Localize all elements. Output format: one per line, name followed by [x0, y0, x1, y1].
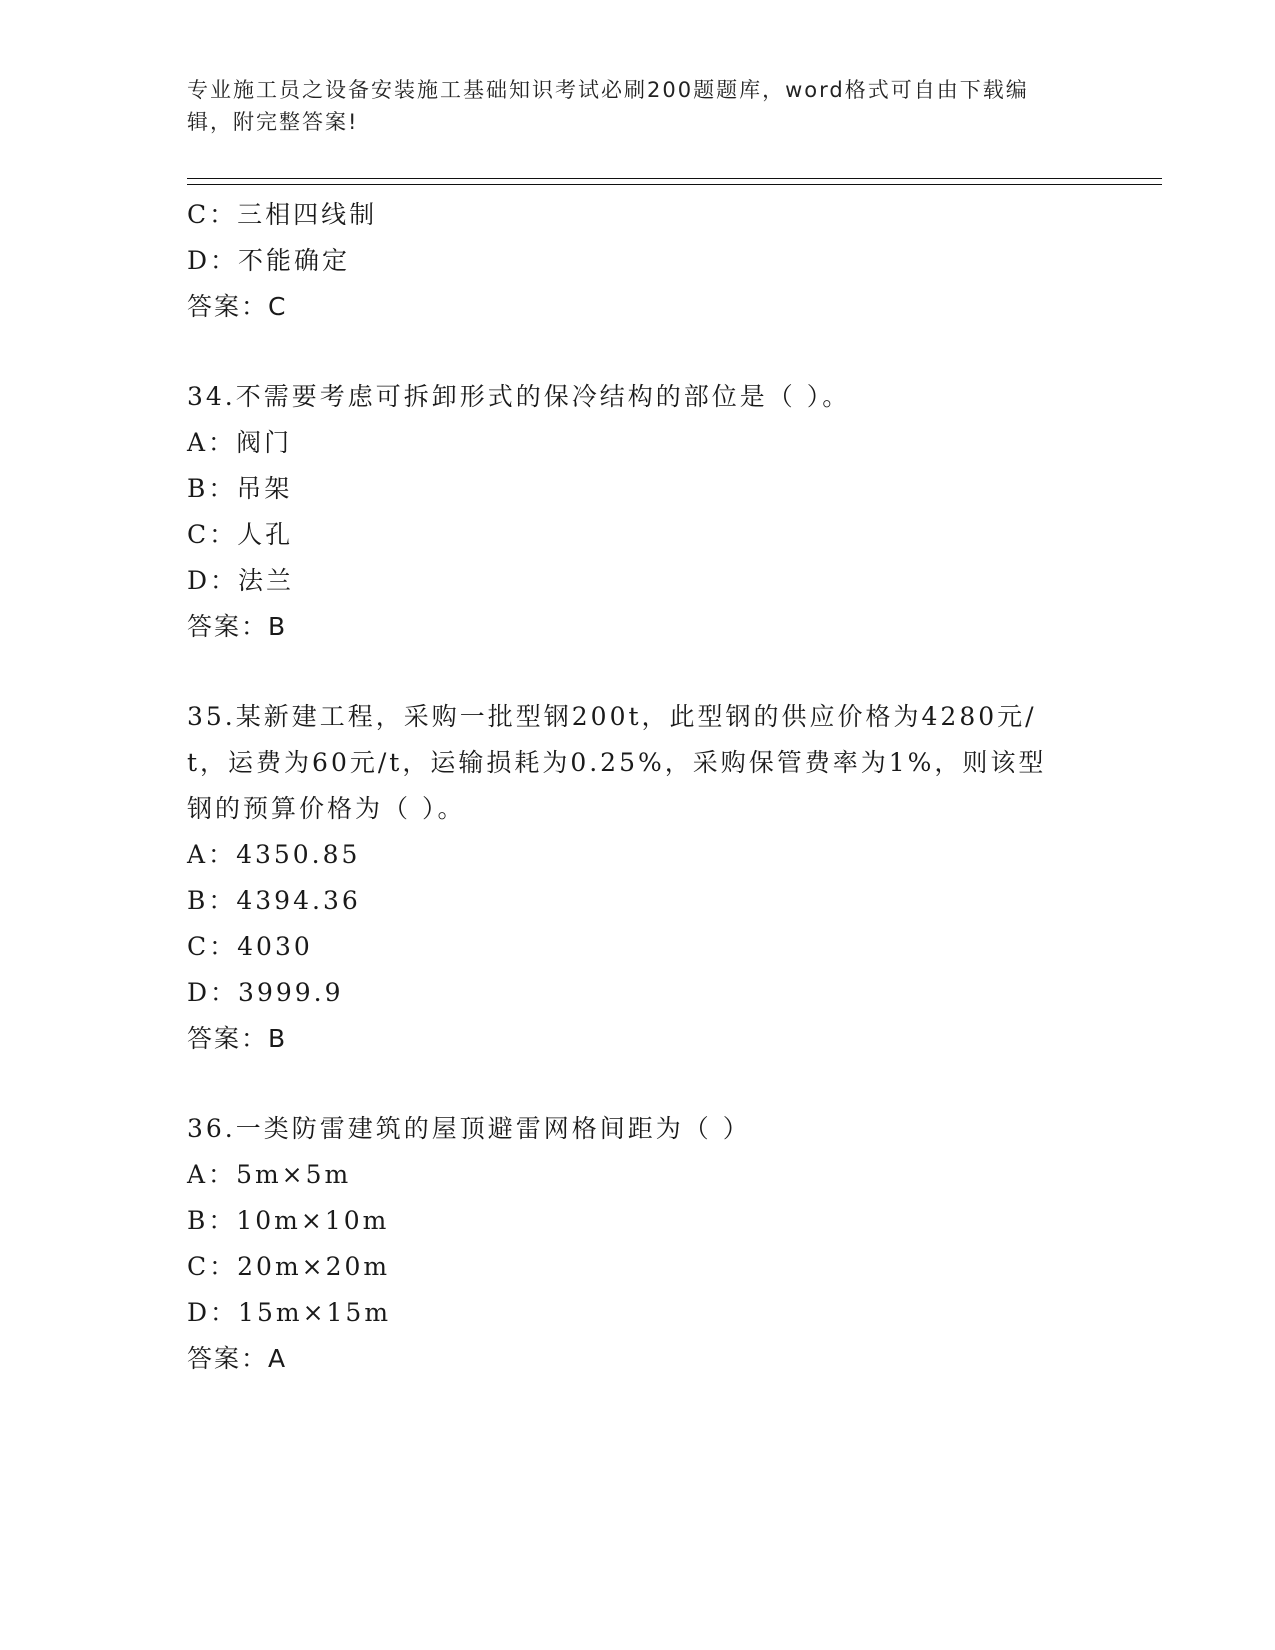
option-text: 不能确定 [238, 246, 351, 275]
option-text: 3999.9 [238, 978, 344, 1007]
question-block [187, 374, 1067, 650]
document-body [187, 192, 1067, 1426]
option-line [187, 1244, 1067, 1290]
question-text: 36.一类防雷建筑的屋顶避雷网格间距为（ ） [187, 1114, 751, 1143]
option-letter: C： [187, 520, 238, 549]
option-line [187, 924, 1067, 970]
option-line [187, 970, 1067, 1016]
option-text: 15m×15m [238, 1298, 392, 1327]
option-line [187, 192, 1067, 238]
option-text: 法兰 [238, 566, 295, 595]
answer-line: 答案：B [187, 612, 288, 641]
option-line [187, 420, 1067, 466]
question-block [187, 1106, 1067, 1382]
option-text: 20m×20m [237, 1252, 391, 1281]
option-text: 三相四线制 [237, 200, 378, 229]
option-line [187, 466, 1067, 512]
option-letter: A： [187, 428, 237, 457]
option-letter: B： [187, 886, 237, 915]
option-line [187, 832, 1067, 878]
answer-line: 答案：C [187, 292, 288, 321]
option-letter: D： [187, 978, 239, 1007]
question-text: 34.不需要考虑可拆卸形式的保冷结构的部位是（ ）。 [187, 382, 851, 411]
option-letter: C： [187, 1252, 238, 1281]
option-letter: D： [187, 1298, 239, 1327]
option-text: 吊架 [236, 474, 293, 503]
option-text: 阀门 [236, 428, 293, 457]
option-text: 4030 [237, 932, 313, 961]
option-text: 人孔 [237, 520, 294, 549]
carryover-block [187, 192, 1067, 330]
option-line [187, 558, 1067, 604]
option-letter: A： [187, 840, 237, 869]
document-header: 专业施工员之设备安装施工基础知识考试必刷200题题库，word格式可自由下载编辑，附完整答案! [187, 78, 1029, 134]
answer-line: 答案：B [187, 1024, 288, 1053]
question-block [187, 694, 1067, 1062]
question-text: 35.某新建工程，采购一批型钢200t，此型钢的供应价格为4280元/t，运费为60元/t，运输损耗为0.25%，采购保管费率为1%，则该型钢的预算价格为（ ）。 [187, 702, 1047, 823]
option-text: 10m×10m [236, 1206, 390, 1235]
option-text: 4394.36 [236, 886, 361, 915]
option-text: 4350.85 [236, 840, 361, 869]
option-line [187, 1290, 1067, 1336]
option-letter: D： [187, 566, 239, 595]
option-text: 5m×5m [236, 1160, 352, 1189]
answer-line: 答案：A [187, 1344, 288, 1373]
option-line [187, 1198, 1067, 1244]
option-letter: B： [187, 1206, 237, 1235]
option-letter: C： [187, 932, 238, 961]
header-divider [187, 178, 1162, 185]
option-letter: D： [187, 246, 239, 275]
option-line [187, 878, 1067, 924]
option-letter: B： [187, 474, 237, 503]
option-letter: A： [187, 1160, 237, 1189]
option-line [187, 1152, 1067, 1198]
option-line [187, 238, 1067, 284]
option-letter: C： [187, 200, 238, 229]
option-line [187, 512, 1067, 558]
